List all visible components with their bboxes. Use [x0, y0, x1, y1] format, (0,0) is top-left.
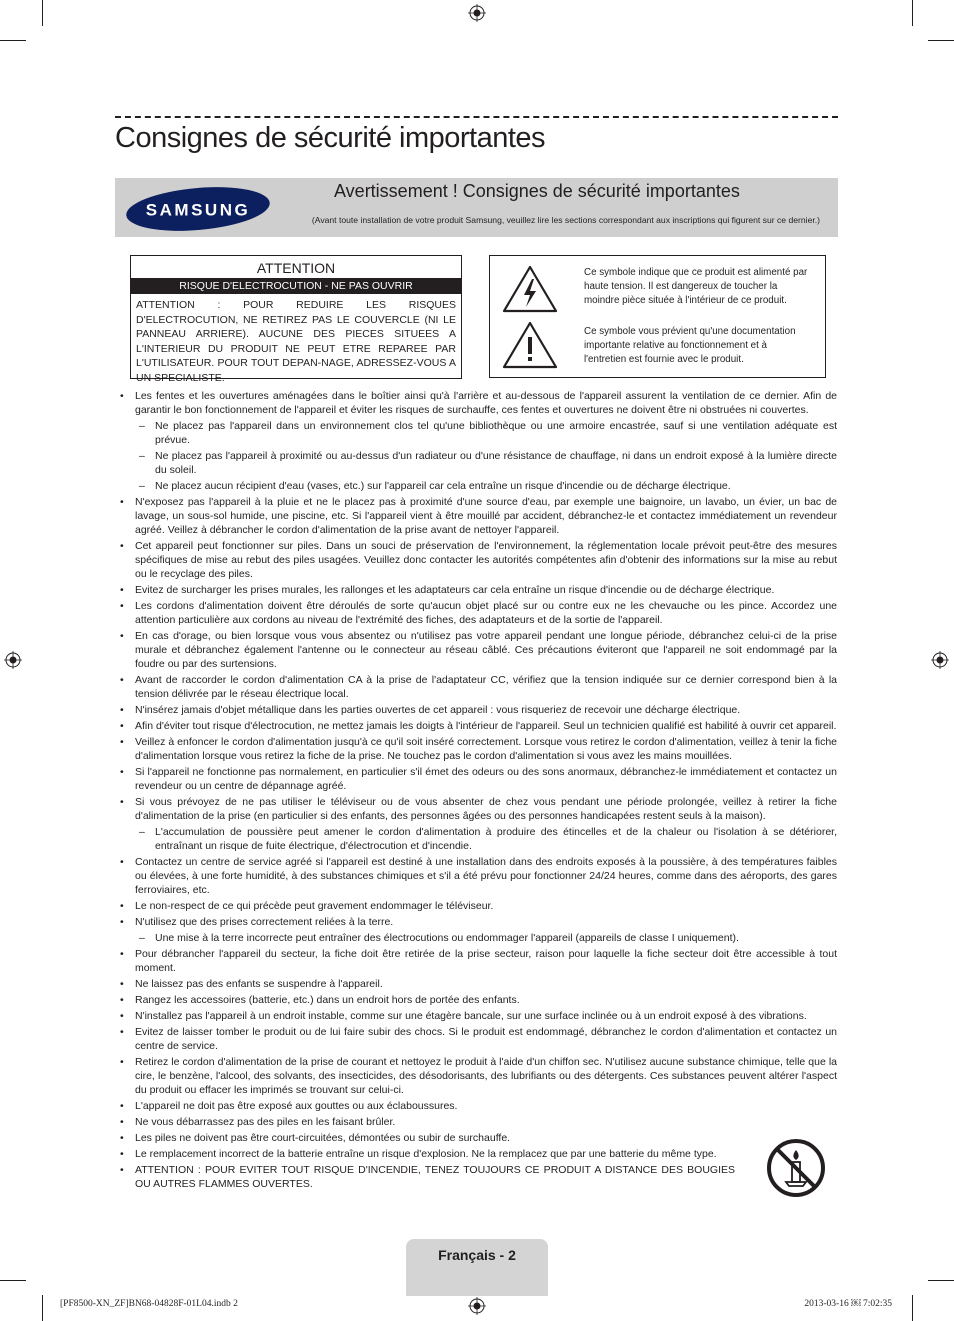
- symbol-text-warning: Ce symbole vous prévient qu'une documentation importante relative au fonctionnement et à l'entretien est fournie avec le produit.: [584, 326, 796, 365]
- crop-mark: [928, 1280, 954, 1281]
- list-item: • Les cordons d'alimentation doivent être déroulés de sorte qu'aucun objet placé sur ou contre eux ne les chevauche ou les pince. Accordez une attention particulière aux cordons au niveau de l'extrémité des fiches, des adaptateurs et de la sortie de l'appareil.: [117, 599, 837, 627]
- symbols-box: [489, 255, 826, 378]
- list-item: • Rangez les accessoires (batterie, etc.) dans un endroit hors de portée des enfants.: [117, 993, 837, 1007]
- registration-mark-icon: [931, 651, 949, 669]
- footer-file-info: [PF8500-XN_ZF]BN68-04828F-01L04.indb 2: [60, 1299, 238, 1309]
- list-item: • Ne laissez pas des enfants se suspendre à l'appareil.: [117, 977, 837, 991]
- crop-mark: [0, 40, 26, 41]
- exclamation-warning-icon: [501, 320, 559, 370]
- list-item: • Ne vous débarrassez pas des piles en les faisant brûler.: [117, 1115, 837, 1129]
- crop-mark: [928, 40, 954, 41]
- list-item: • Veillez à enfoncer le cordon d'alimentation jusqu'à ce qu'il soit inséré correctement. Lorsque vous retirez le cordon d'alimentation, veillez à tenir la fiche d'alimentation lorsque vous retirez la fiche de la prise. Ne touchez pas le cordon d'alimentation si vous avez les mains mouillées.: [117, 735, 837, 763]
- sub-list-item: – Ne placez pas l'appareil à proximité ou au-dessus d'un radiateur ou d'une résistance de chauffage, ni dans un endroit exposé à la lumière directe du soleil.: [117, 449, 837, 477]
- list-item: • Avant de raccorder le cordon d'alimentation CA à la prise de l'adaptateur CC, vérifiez que la tension indiquée sur ce dernier correspond bien à la tension délivrée par le réseau électrique local.: [117, 673, 837, 701]
- registration-mark-icon: [468, 1297, 486, 1315]
- list-item: • Le non-respect de ce qui précède peut gravement endommager le téléviseur.: [117, 899, 837, 913]
- attention-box: [130, 255, 462, 384]
- list-item: • Evitez de laisser tomber le produit ou de lui faire subir des chocs. Si le produit est endommagé, débranchez le cordon d'alimentation et contactez un centre de service.: [117, 1025, 837, 1053]
- sub-list-item: – Une mise à la terre incorrecte peut entraîner des électrocutions ou endommager l'appareil (appareils de classe I uniquement).: [117, 931, 837, 945]
- high-voltage-icon: [501, 264, 559, 314]
- crop-mark: [912, 0, 913, 26]
- svg-text:SAMSUNG: SAMSUNG: [145, 200, 251, 220]
- list-item: • Retirez le cordon d'alimentation de la prise de courant et nettoyez le produit à l'aide d'un chiffon sec. N'utilisez aucune substance chimique, telle que la cire, le benzène, l'alcool, des solvants, des insecticides, des désodorisants, des lubrifiants ou des détergents. Ces substances peuvent altérer l'aspect du produit ou effacer les imprimés se trouvant sur celui-ci.: [117, 1055, 837, 1097]
- banner-title: Avertissement ! Consignes de sécurité importantes: [334, 181, 740, 201]
- list-item: • L'appareil ne doit pas être exposé aux gouttes ou aux éclaboussures.: [117, 1099, 837, 1113]
- crop-mark: [912, 1295, 913, 1321]
- list-item: • Pour débrancher l'appareil du secteur, la fiche doit être retirée de la prise secteur, raison pour laquelle la fiche secteur doit être accessible à tout moment.: [117, 947, 837, 975]
- sub-list-item: – Ne placez aucun récipient d'eau (vases, etc.) sur l'appareil car cela entraîne un risque d'incendie ou de décharge électrique.: [117, 479, 837, 493]
- crop-mark: [42, 0, 43, 26]
- page-number: Français - 2: [438, 1247, 516, 1263]
- footer-timestamp: 2013-03-16 ￼ 7:02:35: [804, 1299, 892, 1309]
- symbol-text-voltage: Ce symbole indique que ce produit est alimenté par haute tension. Il est dangereux de toucher la moindre pièce située à l'intérieur de ce produit.: [584, 267, 808, 306]
- list-item: • En cas d'orage, ou bien lorsque vous vous absentez ou n'utilisez pas votre appareil pendant une longue période, débranchez celui-ci de la prise murale et débranchez également l'antenne ou le connecteur au réseau câblé. Ces précautions éviteront que l'appareil ne soit endommagé par la foudre ou par des surtensions.: [117, 629, 837, 671]
- list-item: • Si vous prévoyez de ne pas utiliser le téléviseur ou de vous absenter de chez vous pendant une période prolongée, veillez à retirer la fiche d'alimentation de la prise (en particulier si des enfants, des personnes âgées ou des personnes handicapées restent seuls à la maison).: [117, 795, 837, 823]
- registration-mark-icon: [4, 651, 22, 669]
- attention-bar: RISQUE D'ELECTROCUTION - NE PAS OUVRIR: [131, 278, 461, 294]
- banner-subtitle: (Avant toute installation de votre produit Samsung, veuillez lire les sections correspondant aux inscriptions qui figurent sur ce dernier.): [311, 215, 820, 225]
- list-item: • Les fentes et les ouvertures aménagées dans le boîtier ainsi qu'à l'arrière et au-dessous de l'appareil assurent la ventilation de ce dernier. Afin de garantir le bon fonctionnement de l'appareil et éviter les risques de surchauffe, ces fentes et ouvertures ne doivent être ni obstruées ni couvertes.: [117, 389, 837, 417]
- list-item: • N'insérez jamais d'objet métallique dans les parties ouvertes de cet appareil : vous risqueriez de recevoir une décharge électrique.: [117, 703, 837, 717]
- page-number-tab: [406, 1239, 548, 1296]
- list-item: • Si l'appareil ne fonctionne pas normalement, en particulier s'il émet des odeurs ou des sons anormaux, débranchez-le immédiatement et contactez un revendeur ou un centre de dépannage agréé.: [117, 765, 837, 793]
- list-item: • Contactez un centre de service agréé si l'appareil est destiné à une installation dans des endroits exposés à la poussière, à des températures faibles ou élevées, à une forte humidité, à des substances chimiques et s'il a été prévu pour fonctionner 24/24 heures, comme dans des aéroports, des gares ferroviaires, etc.: [117, 855, 837, 897]
- list-item: • N'installez pas l'appareil à un endroit instable, comme sur une étagère bancale, sur une surface inclinée ou à un endroit exposé à des vibrations.: [117, 1009, 837, 1023]
- warning-banner: [115, 178, 838, 237]
- page-title: Consignes de sécurité importantes: [115, 122, 546, 154]
- sub-list-item: – L'accumulation de poussière peut amener le cordon d'alimentation à produire des étincelles et de la chaleur ou l'isolation à se détériorer, entraînant un risque de fuite électrique, d'électrocution et d'incendie.: [117, 825, 837, 853]
- list-item: • Le remplacement incorrect de la batterie entraîne un risque d'explosion. Ne la remplacez que par une batterie du même type.: [117, 1147, 837, 1161]
- crop-mark: [42, 1295, 43, 1321]
- list-item: • ATTENTION : POUR EVITER TOUT RISQUE D'INCENDIE, TENEZ TOUJOURS CE PRODUIT A DISTANCE DES BOUGIES OU AUTRES FLAMMES OUVERTES.: [117, 1163, 735, 1191]
- safety-list: [117, 389, 837, 1193]
- list-item: • N'exposez pas l'appareil à la pluie et ne le placez pas à proximité d'une source d'eau, par exemple une baignoire, un lavabo, un évier, un bac de lavage, un sous-sol humide, une piscine, etc. Si l'appareil vient à être mouillé par accident, débranchez-le et contactez immédiatement un revendeur agréé. Veillez à débrancher le cordon d'alimentation de la prise avant de nettoyer l'appareil.: [117, 495, 837, 537]
- list-item: • Cet appareil peut fonctionner sur piles. Dans un souci de préservation de l'environnement, la réglementation locale prévoit peut-être des mesures spécifiques de mise au rebut des piles usagées. Veuillez donc contacter les autorités compétentes afin d'obtenir des informations sur la mise au rebut ou le recyclage des piles.: [117, 539, 837, 581]
- list-item: • Evitez de surcharger les prises murales, les rallonges et les adaptateurs car cela entraîne un risque d'incendie ou de décharge électrique.: [117, 583, 837, 597]
- no-candle-icon: [766, 1138, 826, 1198]
- sub-list-item: – Ne placez pas l'appareil dans un environnement clos tel qu'une bibliothèque ou une armoire encastrée, sauf si une ventilation adéquate est prévue.: [117, 419, 837, 447]
- title-rule: [115, 116, 838, 118]
- registration-mark-icon: [468, 4, 486, 22]
- crop-mark: [0, 1280, 26, 1281]
- list-item: • Les piles ne doivent pas être court-circuitées, démontées ou subir de surchauffe.: [117, 1131, 837, 1145]
- attention-text: ATTENTION : POUR REDUIRE LES RISQUES D'ELECTROCUTION, NE RETIREZ PAS LE COUVERCLE (NI LE PANNEAU ARRIERE). AUCUNE DES PIECES SITUEES A L'INTERIEUR DU PRODUIT NE PEUT ETRE REPAREE PAR L'UTILISATEUR. POUR TOUT DEPAN-NAGE, ADRESSEZ-VOUS A UN SPECIALISTE.: [136, 299, 456, 384]
- samsung-logo: [125, 185, 271, 233]
- attention-title: ATTENTION: [256, 260, 336, 276]
- list-item: • Afin d'éviter tout risque d'électrocution, ne mettez jamais les doigts à l'intérieur de l'appareil. Seul un technicien qualifié est habilité à ouvrir cet appareil.: [117, 719, 837, 733]
- list-item: • N'utilisez que des prises correctement reliées à la terre.: [117, 915, 837, 929]
